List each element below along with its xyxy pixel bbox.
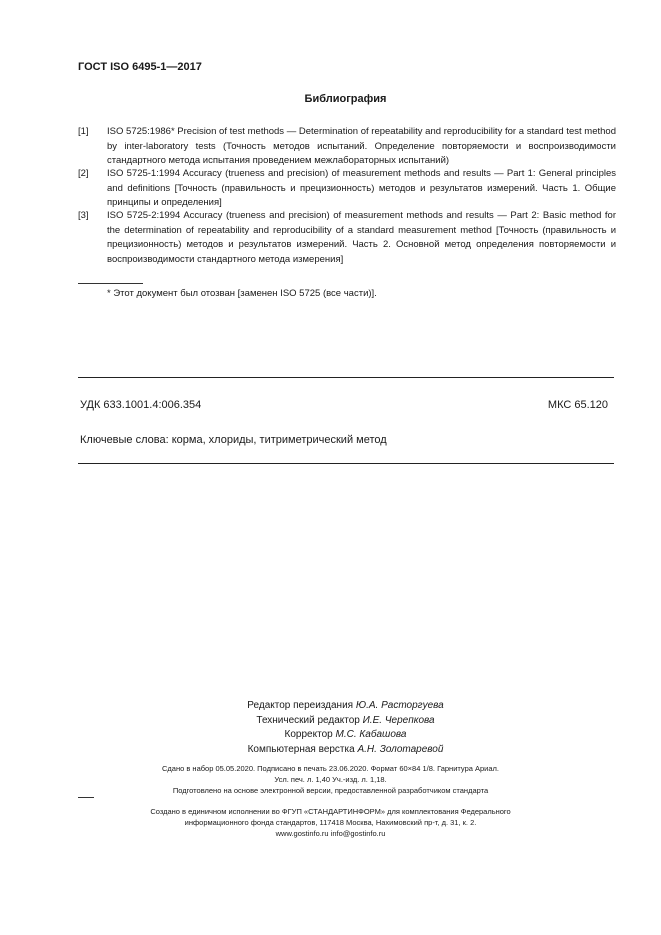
staff-line [30, 728, 661, 743]
bottom-rule [78, 463, 614, 464]
publisher-line: информационного фонда стандартов, 117418 Москва, Нахимовский пр-т, д. 31, к. 2. [184, 818, 477, 827]
publisher-line: Создано в единичном исполнении во ФГУП «СТАНДАРТИНФОРМ» для комплектования Федерального [150, 807, 511, 816]
item-number: [3] [78, 210, 89, 221]
staff-line [30, 743, 661, 758]
top-rule [78, 377, 614, 378]
imprint-line: Подготовлено на основе электронной версии, предоставленной разработчиком стандарта [172, 786, 489, 795]
staff-credits [0, 699, 661, 757]
item-number: [2] [78, 168, 89, 179]
mks-code: МКС 65.120 [547, 399, 608, 411]
staff-role: Компьютерная верстка [247, 743, 355, 755]
imprint-divider [78, 797, 94, 798]
staff-name: А.Н. Золотаревой [357, 743, 444, 755]
staff-line [30, 699, 661, 714]
publisher-web: www.gostinfo.ru info@gostinfo.ru [275, 829, 386, 838]
keywords: Ключевые слова: корма, хлориды, титриметрический метод [80, 434, 387, 446]
staff-name: М.С. Кабашова [335, 729, 407, 740]
bibliography-item [78, 125, 616, 169]
item-text: ISO 5725-2:1994 Accuracy (trueness and precision) of measurement methods and results — Part 2: Basic method for the determination of repeatability and reproducibility of a standard measurement method [Точность (правильность и прецизионность) методов и результатов измерений. Часть 2. Основной метод определения повторяемости и воспроизводимости стандартного метода измерения] [107, 210, 616, 265]
imprint-line: Сдано в набор 05.05.2020. Подписано в печать 23.06.2020. Формат 60×84 1/8. Гарнитура Ариал. [162, 764, 499, 773]
bibliography-item [78, 167, 616, 211]
bibliography-title: Библиография [304, 93, 387, 105]
standard-designation: ГОСТ ISO 6495-1—2017 [78, 61, 202, 73]
item-text: ISO 5725:1986* Precision of test methods — Determination of repeatability and reproducibility for a standard test method by inter-laboratory tests (Точность методов испытаний. Определение повторяемости и воспроизводимости стандартного метода испытания проведением межлабораторных испытаний) [107, 126, 616, 166]
staff-name: Ю.А. Расторгуева [355, 700, 444, 711]
imprint-line: Усл. печ. л. 1,40 Уч.-изд. л. 1,18. [274, 775, 387, 784]
staff-role: Редактор переиздания [247, 700, 354, 711]
staff-name: И.Е. Черепкова [362, 714, 435, 726]
staff-role: Корректор [284, 729, 333, 740]
item-text: ISO 5725-1:1994 Accuracy (trueness and precision) of measurement methods and results — Part 1: General principles and definitions [Точность (правильность и прецизионность) методов и результатов измерений. Часть 1. Общие принципы и определения] [107, 168, 616, 208]
staff-role: Технический редактор [256, 714, 360, 726]
item-number: [1] [78, 126, 89, 137]
footnote-divider [78, 283, 143, 284]
staff-line [30, 714, 661, 729]
bibliography-item [78, 209, 616, 267]
udk-code: УДК 633.1001.4:006.354 [80, 399, 202, 411]
footnote: * Этот документ был отозван [заменен ISO 5725 (все части)]. [107, 288, 377, 299]
